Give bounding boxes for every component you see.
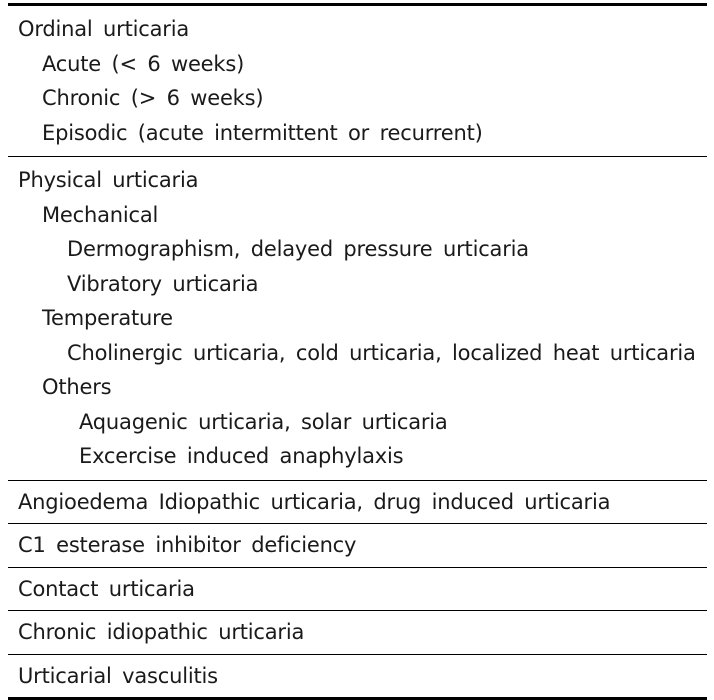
- subcategory-line: Others: [42, 375, 112, 399]
- table-section-angioedema: [8, 481, 707, 524]
- urticaria-classification-table: [8, 3, 707, 700]
- subcategory-line: Chronic (> 6 weeks): [42, 86, 264, 110]
- subcategory-line: Acute (< 6 weeks): [42, 51, 245, 76]
- table-section-physical-urticaria: [8, 157, 707, 480]
- category-heading: Chronic idiopathic urticaria: [18, 620, 305, 644]
- subcategory-line: Temperature: [42, 306, 173, 330]
- detail-line: Aquagenic urticaria, solar urticaria: [79, 409, 448, 434]
- category-heading: Contact urticaria: [18, 576, 195, 601]
- category-heading: Ordinal urticaria: [18, 17, 190, 41]
- table-section-c1-esterase: [8, 524, 707, 567]
- table-section-contact-urticaria: [8, 568, 707, 611]
- category-heading: C1 esterase inhibitor deficiency: [18, 533, 357, 557]
- subcategory-line: Episodic (acute intermittent or recurrent): [42, 120, 483, 145]
- table-section-ordinal-urticaria: [8, 6, 707, 156]
- category-heading: Urticarial vasculitis: [18, 663, 218, 688]
- detail-line: Excercise induced anaphylaxis: [79, 444, 404, 468]
- detail-line: Vibratory urticaria: [67, 271, 259, 296]
- table-section-urticarial-vasculitis: [8, 655, 707, 698]
- table-section-chronic-idiopathic: [8, 611, 707, 654]
- category-heading: Angioedema Idiopathic urticaria, drug induced urticaria: [18, 489, 611, 514]
- subcategory-line: Mechanical: [42, 202, 159, 227]
- detail-line: Dermographism, delayed pressure urticaria: [67, 237, 529, 261]
- category-heading: Physical urticaria: [18, 168, 199, 192]
- detail-line: Cholinergic urticaria, cold urticaria, localized heat urticaria: [67, 340, 696, 365]
